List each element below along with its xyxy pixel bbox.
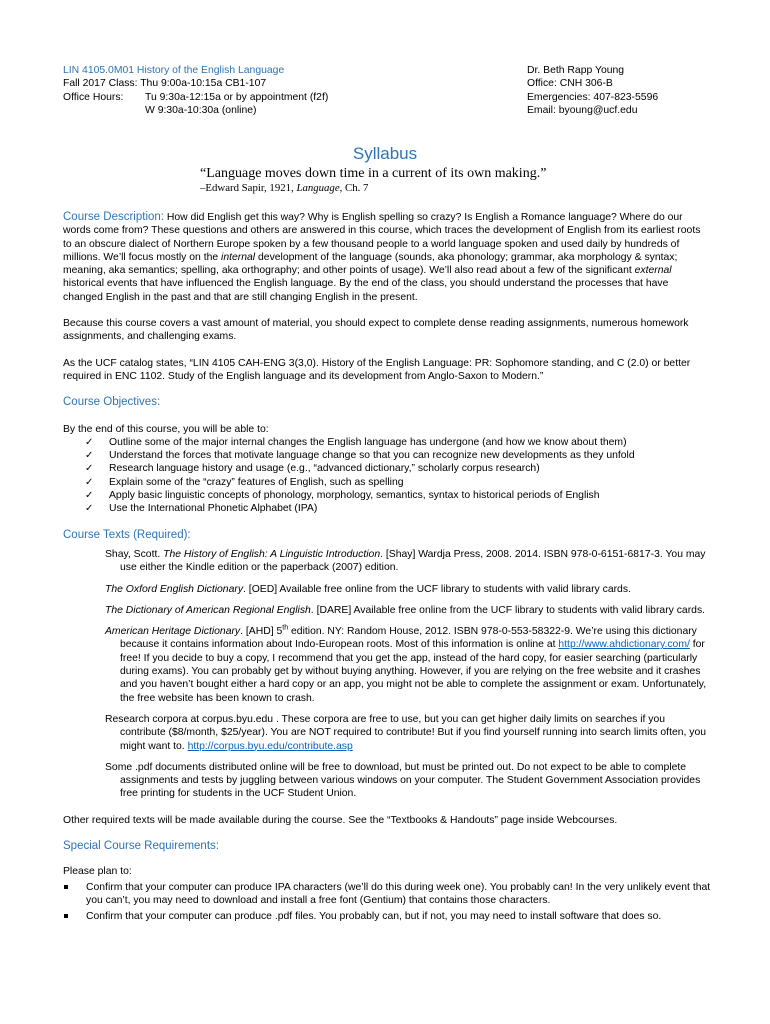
check-icon: ✓ bbox=[85, 450, 94, 462]
square-bullet-icon bbox=[64, 914, 68, 918]
shay-author: Shay, Scott. bbox=[105, 548, 164, 560]
description-paragraph-2: Because this course covers a vast amount of material, you should expect to complete dense reading assignments, numerous homework assignments, and challenging exams. bbox=[63, 318, 689, 343]
instructor-name: Dr. Beth Rapp Young bbox=[527, 65, 625, 76]
objective-text: Explain some of the “crazy” features of English, such as spelling bbox=[109, 476, 404, 488]
corpora-link[interactable]: http://corpus.byu.edu/contribute.asp bbox=[187, 740, 353, 752]
text-oed bbox=[78, 583, 711, 596]
header-course-info bbox=[63, 64, 483, 117]
page-title: Syllabus bbox=[352, 144, 418, 163]
check-icon: ✓ bbox=[85, 503, 94, 515]
list-item bbox=[85, 436, 711, 449]
list-item bbox=[85, 489, 711, 502]
ahd-details-2: for free! If you decide to buy a copy, I recommend that you get the app, instead of the hard copy, for easier searching (particularly during exams). You can probably get by without buying anything. However, if you are relying on the free website and it crashes and you haven’t bought either a hard copy or an app, you might not be able to complete the assignment or exam. Unfortunately, the free website has been known to crash. bbox=[120, 639, 707, 704]
description-heading: Course Description: bbox=[63, 211, 164, 223]
description-internal: internal bbox=[221, 251, 256, 263]
text-dare bbox=[78, 604, 711, 617]
oed-title: The Oxford English Dictionary bbox=[105, 583, 244, 595]
office-hours-1: Tu 9:30a-12:15a or by appointment (f2f) bbox=[145, 91, 329, 103]
list-item bbox=[85, 462, 711, 475]
course-code: LIN 4105.0M01 History of the English Language bbox=[63, 65, 285, 76]
syllabus-body bbox=[63, 211, 711, 923]
attr-suffix: , Ch. 7 bbox=[339, 182, 369, 194]
objectives-intro: By the end of this course, you will be able to: bbox=[63, 423, 269, 435]
office-hours-2: W 9:30a-10:30a (online) bbox=[145, 104, 257, 116]
list-item bbox=[85, 502, 711, 515]
requirements-intro: Please plan to: bbox=[63, 866, 132, 878]
description-text-a: How did English get this way? Why is English spelling so crazy? Is English a Romance language? Where do our words come from? These questions and others are answered in this course, which traces the development of English from its earliest roots to an obscure dialect of Northern Europe spoken by a few thousand people to a world language spoken and used daily by hundreds of millions. We’ll focus mostly on the bbox=[63, 212, 701, 263]
course-description bbox=[63, 211, 711, 304]
objective-text: Understand the forces that motivate language change so that you can recognize new developments as they unfold bbox=[109, 450, 635, 462]
attr-prefix: –Edward Sapir, 1921, bbox=[200, 182, 297, 194]
list-item bbox=[85, 476, 711, 489]
dare-title: The Dictionary of American Regional English bbox=[105, 604, 311, 616]
description-text-b: development of the language (sounds, aka phonology; grammar, aka morphology & syntax; meaning, aka semantics; spelling, aka orthography; and other points of usage). We’ll also read about a few of the significant bbox=[63, 251, 678, 277]
list-item bbox=[63, 881, 711, 908]
requirement-text: Confirm that your computer can produce IPA characters (we’ll do this during week one). You probably can! In the very unlikely event that you can’t, you may need to download and install a free font (Gentium) that contains those characters. bbox=[86, 881, 711, 906]
description-external: external bbox=[634, 265, 672, 277]
shay-details: . [Shay] Wardja Press, 2008. 2014. ISBN 978-0-6151-6817-3. You may use either the Kindle edition or the paperback (2007) edition. bbox=[120, 548, 706, 574]
texts-heading: Course Texts (Required): bbox=[63, 528, 191, 541]
corpora-details: Research corpora at corpus.byu.edu . These corpora are free to use, but you can get higher daily limits on searches if you contribute ($8/month, $25/year). You are NOT required to contribute! But if you find yourself running into search limits often, you might want to. bbox=[105, 713, 707, 752]
office-hours-label: Office Hours: bbox=[63, 91, 124, 103]
header-instructor-info bbox=[527, 64, 747, 117]
ahd-sup: th bbox=[282, 624, 289, 632]
office-hours-row bbox=[63, 91, 483, 104]
requirements-list bbox=[63, 881, 711, 924]
text-shay bbox=[78, 548, 711, 575]
ahd-details: edition. NY: Random House, 2012. ISBN 978-0-553-58322-9. We’re using this dictionary because it contains information about Indo-European roots. Most of this information is online at bbox=[120, 626, 697, 651]
ahd-edition: . [AHD] 5 bbox=[240, 626, 283, 638]
other-texts: Other required texts will be made available during the course. See the “Textbooks & Handouts” page inside Webcourses. bbox=[63, 814, 618, 826]
check-icon: ✓ bbox=[85, 436, 94, 448]
objective-text: Outline some of the major internal changes the English language has undergone (and how we know about them) bbox=[109, 436, 627, 448]
office-location: Office: CNH 306-B bbox=[527, 78, 613, 90]
ahd-title: American Heritage Dictionary bbox=[105, 626, 241, 638]
dare-details: . [DARE] Available free online from the UCF library to students with valid library cards. bbox=[310, 604, 706, 616]
ahd-link[interactable]: http://www.ahdictionary.com/ bbox=[558, 639, 690, 651]
objective-text: Use the International Phonetic Alphabet (IPA) bbox=[109, 503, 318, 515]
description-text-c: historical events that have influenced the English language. By the end of the class, you should understand the processes that have changed English in the past and that are still changing English in the present. bbox=[63, 278, 669, 303]
email: Email: byoung@ucf.edu bbox=[527, 104, 638, 116]
epigraph-quote: “Language moves down time in a current of its own making.” bbox=[200, 166, 547, 181]
requirement-text: Confirm that your computer can produce .pdf files. You probably can, but if not, you may need to install software that does so. bbox=[86, 911, 662, 923]
epigraph-attribution bbox=[200, 182, 720, 195]
list-item bbox=[63, 910, 711, 923]
shay-title: The History of English: A Linguistic Introduction bbox=[163, 548, 381, 560]
emergency-phone: Emergencies: 407-823-5596 bbox=[527, 91, 659, 103]
text-pdf: Some .pdf documents distributed online will be free to download, but must be printed out. Do not expect to be able to complete assignments and tests by juggling between various windows on your computer. The Student Government Association provides free printing for students in the UCF Student Union. bbox=[105, 761, 701, 800]
check-icon: ✓ bbox=[85, 463, 94, 475]
list-item bbox=[85, 449, 711, 462]
oed-details: . [OED] Available free online from the UCF library to students with valid library cards. bbox=[243, 583, 631, 595]
objectives-list bbox=[63, 436, 711, 516]
catalog-statement: As the UCF catalog states, “LIN 4105 CAH-ENG 3(3,0). History of the English Language: PR: Sophomore standing, and C (2.0) or better required in ENC 1102. Study of the English language and its development from Anglo-Saxon to Modern.” bbox=[63, 357, 691, 382]
text-corpora bbox=[78, 713, 711, 753]
term-class: Fall 2017 Class: Thu 9:00a-10:15a CB1-107 bbox=[63, 78, 267, 90]
attr-work: Language bbox=[296, 182, 340, 194]
objectives-heading: Course Objectives: bbox=[63, 396, 161, 409]
check-icon: ✓ bbox=[85, 490, 94, 502]
objective-text: Apply basic linguistic concepts of phonology, morphology, semantics, syntax to historical periods of English bbox=[109, 490, 600, 502]
text-ahd bbox=[78, 625, 711, 705]
square-bullet-icon bbox=[64, 885, 68, 889]
check-icon: ✓ bbox=[85, 476, 94, 488]
requirements-heading: Special Course Requirements: bbox=[63, 839, 219, 852]
objective-text: Research language history and usage (e.g., “advanced dictionary,” scholarly corpus research) bbox=[109, 463, 540, 475]
